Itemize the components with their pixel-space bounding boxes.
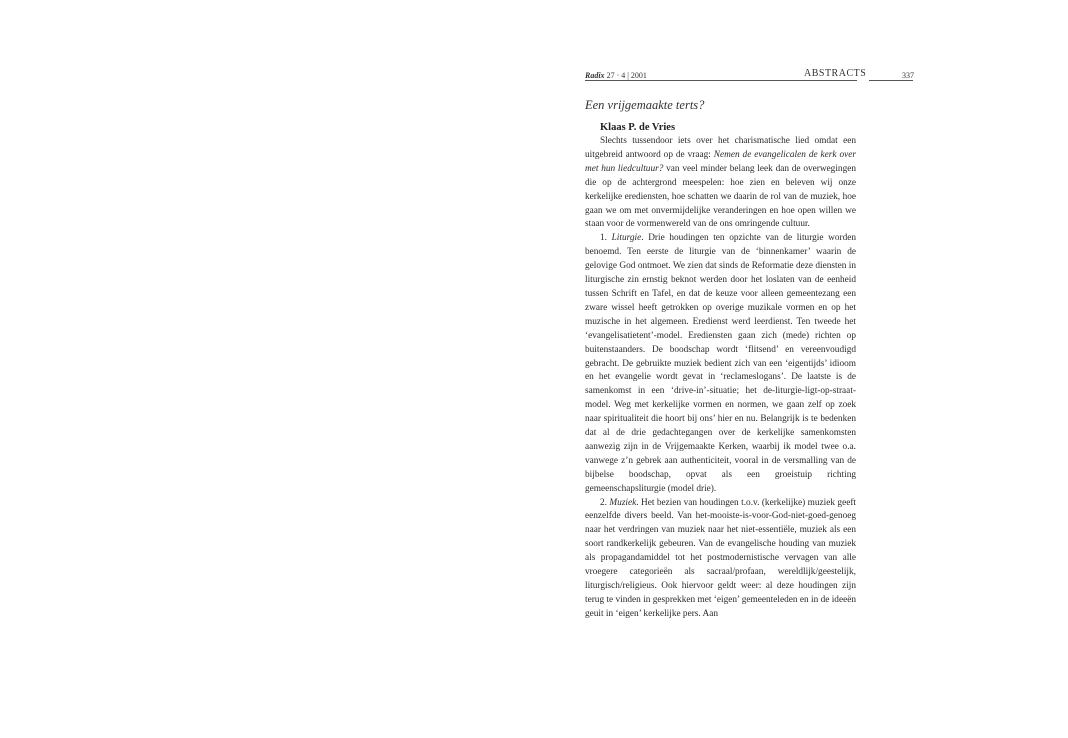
journal-page: [585, 0, 913, 738]
article-body: [585, 135, 856, 622]
paragraph-liturgie: 1. Liturgie. Drie houdingen ten opzichte van de liturgie worden benoemd. Ten eerste de liturgie van de ‘binnenkamer’ waarin de gelovige God ontmoet. We zien dat sinds de Reformatie deze diensten in liturgische zin ernstig beknot werden door het loslaten van de eenheid tussen Schrift en Tafel, en dat de keuze voor alleen gemeentezang een zware wissel heeft getrokken op overige muzikale vormen en op het muzische in het algemeen. Eredienst werd leerdienst. Ten tweede het ‘evangelisatietent’-model. Erediensten gaan zich (mede) richten op buitenstaanders. De boodschap wordt ‘flitsend’ en vereenvoudigd gebracht. De gebruikte muziek bedient zich van een ‘eigentijds’ idioom en het evangelie wordt gevat in ‘reclameslogans’. De laatste is de samenkomst in een ‘drive-in’-situatie; het de-liturgie-ligt-op-straat-model. Weg met kerkelijke vormen en normen, we gaan zelf op zoek naar spiritualiteit die hoort bij ons’ hier en nu. Belangrijk is te bedenken dat al de drie gedachtegangen over de kerkelijke samenkomsten aanwezig zijn in de Vrijgemaakte Kerken, waarbij ik model twee o.a. vanwege z’n gebrek aan authenticiteit, vooral in de versmalling van de bijbelse boodschap, opvat als een groeistuip richting gemeenschapsliturgie (model drie).: [585, 233, 857, 494]
paragraph-muziek: 2. Muziek. Het bezien van houdingen t.o.v. (kerkelijke) muziek geeft eenzelfde divers beeld. Van het-mooiste-is-voor-God-niet-goed-genoeg naar het verdringen van muziek naar het niet-essentiële, muziek als een soort randkerkelijk gebeuren. Van de evangelische houding van muziek als propagandamiddel tot het postmodernistische vervagen van alle vroegere categorieën als sacraal/profaan, wereldlijk/geestelijk, liturgisch/religieus. Ook hiervoor geldt weer: al deze houdingen zijn terug te vinden in gesprekken met ‘eigen’ gemeenteleden en in de ideeën geuit in ‘eigen’ kerkelijke pers. Aan: [585, 497, 857, 619]
journal-issue: 27 · 4 | 2001: [606, 71, 647, 80]
header-rule: [585, 80, 857, 81]
journal-name: Radix: [585, 71, 605, 80]
heading-liturgie: Liturgie: [611, 233, 642, 244]
running-header: [585, 68, 913, 82]
journal-citation: [585, 71, 647, 80]
paragraph-intro: Slechts tussendoor iets over het charismatische lied omdat een uitgebreid antwoord op de vraag: Nemen de evangelicalen de kerk over met hun liedcultuur? van veel minder belang leek dan de overwegingen die op de achtergrond meespelen: hoe zien en beleven wij onze kerkelijke erediensten, hoe schatten we daarin de rol van de muziek, hoe gaan we om met onvermijdelijke veranderingen en hoe open willen we staan voor de vormenwereld van de ons omringende cultuur.: [585, 136, 856, 230]
page-number: 337: [902, 71, 914, 80]
article-author: Klaas P. de Vries: [600, 122, 676, 133]
section-label: ABSTRACTS: [804, 68, 867, 79]
heading-muziek: Muziek: [609, 497, 637, 508]
question-emphasis: Nemen de evangelicalen de kerk over met hun liedcultuur?: [585, 149, 856, 174]
article-title: Een vrijgemaakte terts?: [585, 98, 705, 112]
page-number-rule: [869, 80, 913, 81]
